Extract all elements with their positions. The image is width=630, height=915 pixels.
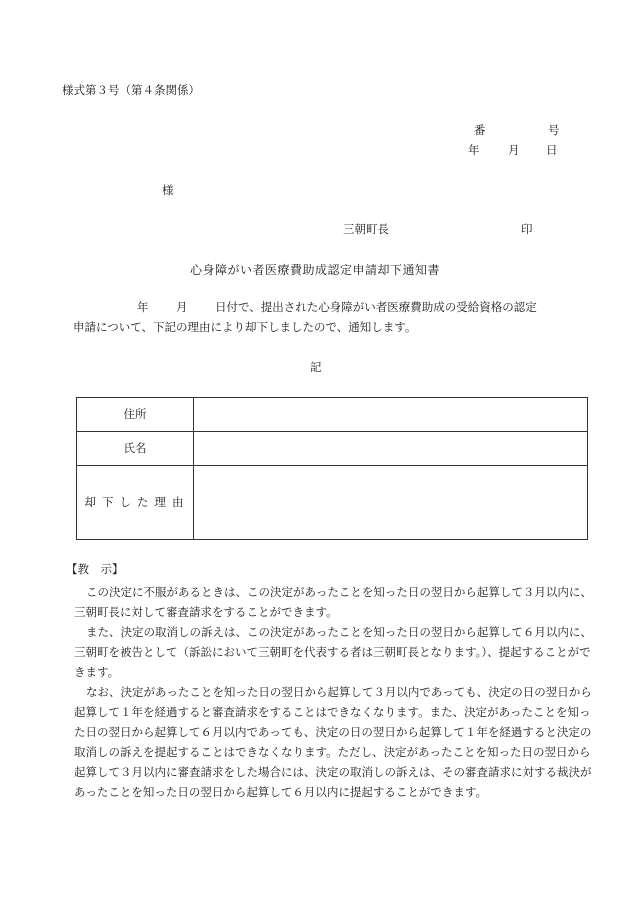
address-value[interactable] — [194, 398, 588, 432]
date-day-label: 日 — [546, 143, 558, 157]
date-month-label: 月 — [508, 143, 520, 157]
notice-heading: 【教 示】 — [66, 562, 124, 576]
intro-line-1 — [0, 302, 630, 316]
name-label: 氏名 — [77, 432, 194, 466]
issuer-name: 三朝町長 — [343, 222, 389, 236]
document-number-line — [474, 125, 564, 139]
info-table — [76, 397, 588, 540]
document-title: 心身障がい者医療費助成認定申請却下通知書 — [190, 263, 441, 277]
date-year-label: 年 — [468, 143, 480, 157]
number-label-go: 号 — [548, 123, 560, 137]
intro-line-1-text: 日付で、提出された心身障がい者医療費助成の受給資格の認定 — [215, 300, 537, 314]
seal-mark: 印 — [521, 222, 533, 236]
notice-paragraph-2: また、決定の取消しの訴えは、この決定があったことを知った日の翌日から起算して６月以内に、三朝町を被告として（訴訟において三朝町を代表する者は三朝町長となります。）、提起することができます。 — [74, 625, 592, 679]
intro-month-label: 月 — [176, 300, 188, 314]
notice-body — [74, 582, 594, 802]
intro-line-2: 申請について、下記の理由により却下しましたので、通知します。 — [73, 320, 417, 334]
addressee-honorific: 様 — [162, 183, 174, 197]
table-row-reason — [77, 466, 588, 540]
address-label: 住所 — [77, 398, 194, 432]
notice-paragraph-3: なお、決定があったことを知った日の翌日から起算して３月以内であっても、決定の日の翌日から起算して１年を経過すると審査請求をすることはできなくなります。また、決定があったことを知った日の翌日から起算して６月以内であっても、決定の日の翌日から起算して１年を経過すると決定の取消しの訴えを提起することはできなくなります。ただし、決定があったことを知った日の翌日から起算して３月以内に審査請求をした場合には、決定の取消しの訴えは、その審査請求に対する裁決があったことを知った日の翌日から起算して６月以内に提起することができます。 — [74, 685, 592, 799]
form-number: 様式第３号（第４条関係） — [62, 83, 200, 97]
issue-date-line — [468, 145, 568, 159]
number-label-ban: 番 — [474, 123, 486, 137]
notice-paragraph-1: この決定に不服があるときは、この決定があったことを知った日の翌日から起算して３月以内に、三朝町長に対して審査請求をすることができます。 — [74, 585, 592, 619]
intro-year-label: 年 — [137, 300, 149, 314]
reason-label: 却下した理由 — [77, 466, 194, 540]
name-value[interactable] — [194, 432, 588, 466]
table-row-address — [77, 398, 588, 432]
ki-heading: 記 — [310, 360, 322, 374]
reason-value[interactable] — [194, 466, 588, 540]
table-row-name — [77, 432, 588, 466]
